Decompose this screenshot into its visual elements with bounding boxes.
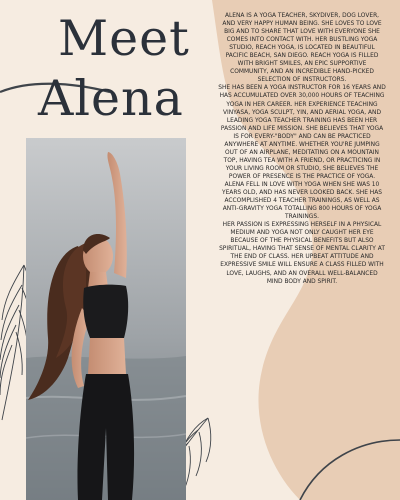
title-line-1: Meet bbox=[58, 10, 190, 67]
bio-text-block bbox=[218, 12, 386, 286]
profile-photo bbox=[26, 138, 186, 500]
bio-paragraph-1: ALENA IS A YOGA TEACHER, SKYDIVER, DOG LOVER, AND VERY HAPPY HUMAN BEING. SHE LOVES TO LOVE BIG AND TO SHARE THAT LOVE WITH EVERYONE SHE COMES INTO CONTACT WITH. HER BUSTLING YOGA STUDIO, REACH YOGA, IS LOCATED IN BEAUTIFUL PACIFIC BEACH, SAN DIEGO. REACH YOGA IS FILLED WITH BRIGHT SMILES, AN EPIC SUPPORTIVE COMMUNITY, AND AN INCREDIBLE HAND-PICKED SELECTION OF INSTRUCTORS. bbox=[222, 13, 382, 84]
bio-paragraph-3: ALENA FELL IN LOVE WITH YOGA WHEN SHE WAS 10 YEARS OLD, AND HAS NEVER LOOKED BACK. SHE HAS ACCOMPLISHED 4 TEACHER TRAININGS, AS WELL AS ANTI-GRAVITY YOGA TOTALLING 800 HOURS OF YOGA TRAININGS. bbox=[221, 181, 382, 221]
bio-paragraph-4: HER PASSION IS EXPRESSING HERSELF IN A PHYSICAL MEDIUM AND YOGA NOT ONLY CAUGHT HER EYE BECAUSE OF THE PHYSICAL BENEFITS BUT ALSO SPIRITUAL, HAVING THAT SENSE OF MENTAL CLARITY AT THE END OF CLASS. HER UPBEAT ATTITUDE AND EXPRESSIVE SMILE WILL ENSURE A CLASS FILLED WITH LOVE, LAUGHS, AND AN OVERALL WELL-BALANCED MIND BODY AND SPIRIT. bbox=[219, 222, 385, 285]
title-line-2: Alena bbox=[38, 70, 184, 127]
bio-paragraph-2: SHE HAS BEEN A YOGA INSTRUCTOR FOR 16 YEARS AND HAS ACCUMULATED OVER 30,000 HOURS OF TEACHING YOGA IN HER CAREER. HER EXPERIENCE TEACHING VINYASA, YOGA SCULPT, YIN, AND AERIAL YOGA, AND LEADING YOGA TEACHER TRAINING HAS BEEN HER PASSION AND LIFE MISSION. SHE BELIEVES THAT YOGA IS FOR EVERY-"BODY" AND CAN BE PRACTICED ANYWHERE AT ANYTIME. WHETHER YOU'RE JUMPING OUT OF AN AIRPLANE, MEDITATING ON A MOUNTAIN TOP, HAVING TEA WITH A FRIEND, OR PRACTICING IN YOUR LIVING ROOM OR STUDIO, SHE BELIEVES THE POWER OF PRESENCE IS THE PRACTICE OF YOGA. bbox=[218, 85, 386, 180]
